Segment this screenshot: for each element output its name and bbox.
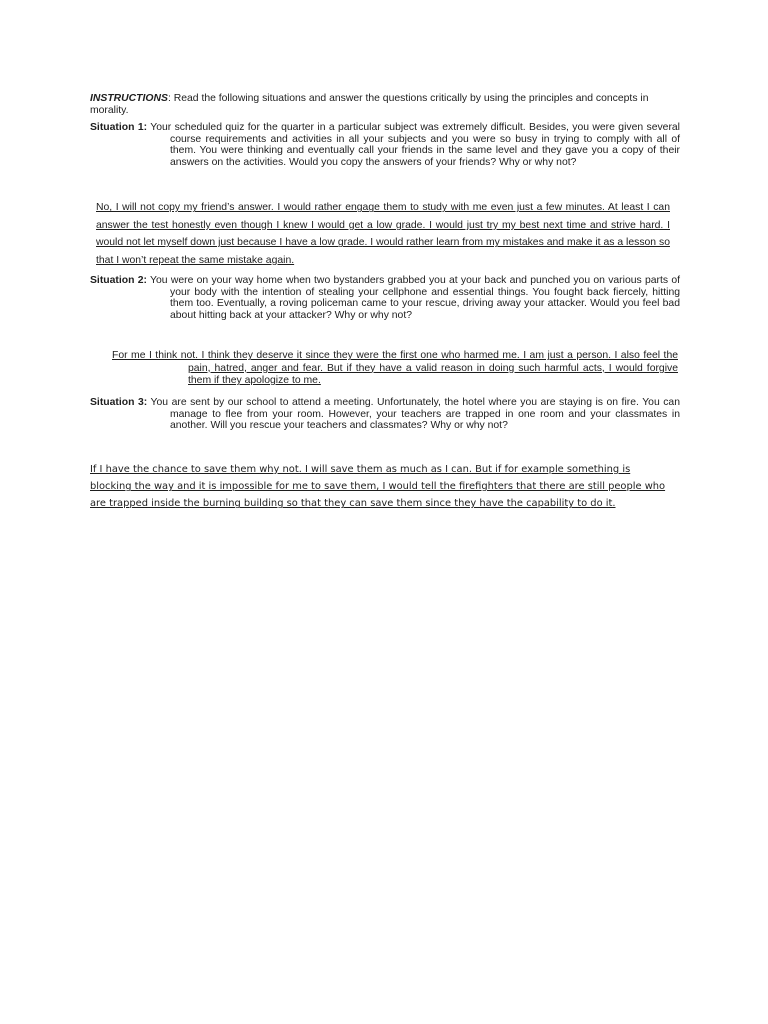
instructions-label: INSTRUCTIONS	[90, 93, 168, 104]
situation-1-text: Your scheduled quiz for the quarter in a particular subject was extremely difficult. Besides, you were given several course requirements and activities in all your subjects and you were so busy in trying to comply with all of them. You were thinking and eventually call your friends in the same level and they gave you a copy of their answers on the activities. Would you copy the answers of your friends? Why or why not?	[150, 122, 680, 168]
situation-1	[90, 122, 680, 168]
situation-2	[90, 275, 680, 321]
situation-3-answer: If I have the chance to save them why not. I will save them as much as I can. But if for example something is blocking the way and it is impossible for me to save them, I would tell the firefighters that there are still people who are trapped inside the burning building so that they can save them since they have the capability to do it.	[90, 463, 666, 510]
instructions-paragraph	[90, 93, 680, 116]
situation-2-answer	[112, 350, 678, 387]
situation-1-answer: No, I will not copy my friend’s answer. I would rather engage them to study with me even just a few minutes. At least I can answer the test honestly even though I knew I would get a low grade. I would just try my best next time and strive hard. I would not let myself down just because I have a low grade. I would rather learn from my mistakes and make it as a lesson so that I won’t repeat the same mistake again.	[96, 202, 670, 266]
situation-3	[90, 397, 680, 432]
situation-3-body	[90, 397, 680, 432]
situation-2-answer-text: For me I think not. I think they deserve it since they were the first one who harmed me. I am just a person. I also feel the pain, hatred, anger and fear. But if they have a valid reason in doing such harmful acts, I would forgive them if they apologize to me.	[112, 350, 678, 387]
situation-2-body	[90, 275, 680, 321]
situation-2-label: Situation 2:	[90, 275, 147, 286]
situation-2-text: You were on your way home when two bystanders grabbed you at your back and punched you on various parts of your body with the intention of stealing your cellphone and essential things. You fought back fiercely, hitting them too. Eventually, a roving policeman came to your rescue, driving away your attacker. Would you feel bad about hitting back at your attacker? Why or why not?	[150, 275, 681, 321]
situation-3-text: You are sent by our school to attend a meeting. Unfortunately, the hotel where you are staying is on fire. You can manage to flee from your room. However, your teachers are trapped in one room and your classmates in another. Will you rescue your teachers and classmates? Why or why not?	[150, 397, 680, 432]
situation-3-label: Situation 3:	[90, 397, 148, 408]
instructions-text: : Read the following situations and answer the questions critically by using the principles and concepts in morality.	[90, 93, 649, 116]
situation-1-body	[90, 122, 680, 168]
situation-1-label: Situation 1:	[90, 122, 148, 133]
